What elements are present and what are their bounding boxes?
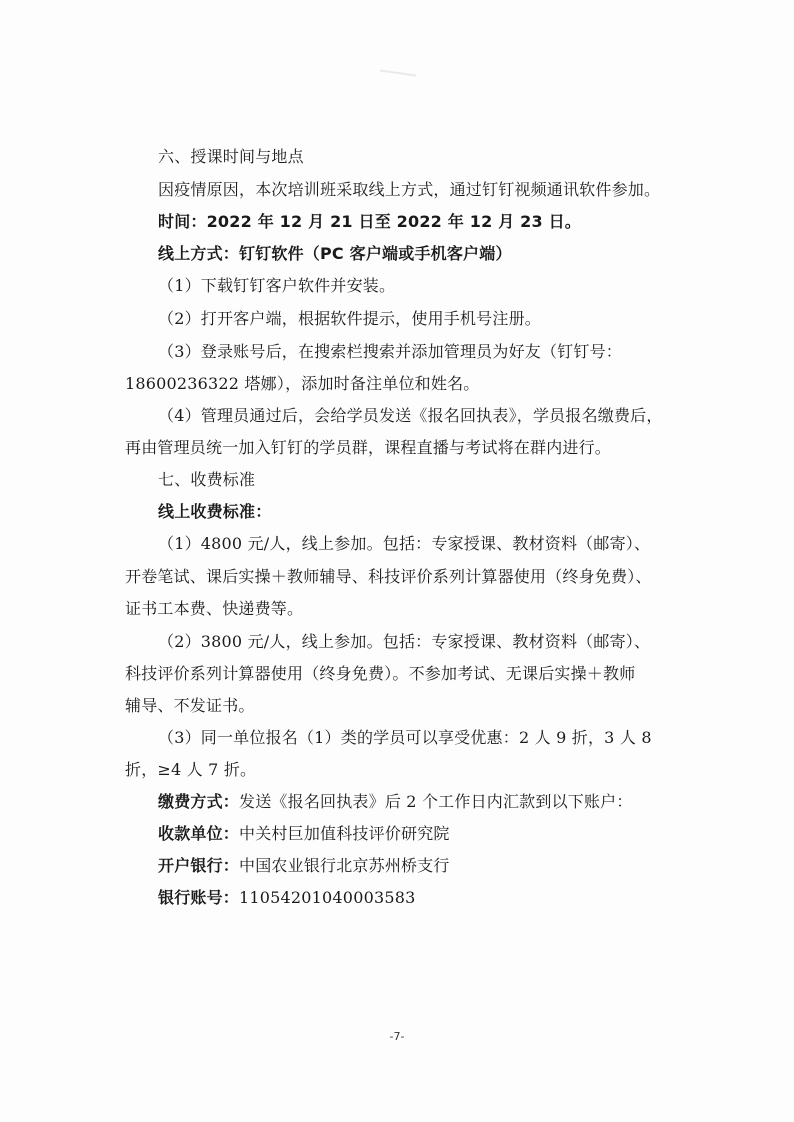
payment-method-line (158, 792, 738, 812)
step-4-line-2: 再由管理员统一加入钉钉的学员群，课程直播与考试将在群内进行。 (125, 438, 612, 457)
fee-2-line-1: （2）3800 元/人，线上参加。包括：专家授课、教材资料（邮寄）、 (158, 632, 651, 651)
fee-1-line-3: 证书工本费、快递费等。 (125, 599, 304, 618)
section-6-intro: 因疫情原因，本次培训班采取线上方式，通过钉钉视频通讯软件参加。 (158, 180, 661, 199)
fee-1-line-2: 开卷笔试、课后实操＋教师辅导、科技评价系列计算器使用（终身免费）、 (125, 567, 652, 586)
payee-line (158, 824, 738, 844)
bank-label: 开户银行： (158, 856, 240, 875)
section-6-heading: 六、授课时间与地点 (158, 147, 304, 166)
account-line (158, 888, 738, 908)
fee-2-line-2: 科技评价系列计算器使用（终身免费）。不参加考试、无课后实操＋教师 (125, 664, 636, 683)
step-3-line-1: （3）登录账号后，在搜索栏搜索并添加管理员为好友（钉钉号： (158, 342, 622, 361)
account-value: 11054201040003583 (239, 888, 416, 907)
page-number: -7- (389, 1030, 405, 1043)
online-method-line: 线上方式：钉钉软件（PC 客户端或手机客户端） (158, 244, 512, 263)
time-line: 时间：2022 年 12 月 21 日至 2022 年 12 月 23 日。 (158, 212, 581, 231)
section-7-heading: 七、收费标准 (158, 470, 256, 489)
account-label: 银行账号： (158, 888, 240, 907)
step-1: （1）下载钉钉客户软件并安装。 (158, 276, 396, 295)
bank-line (158, 856, 738, 876)
payment-method-value: 发送《报名回执表》后 2 个工作日内汇款到以下账户： (239, 792, 633, 811)
bank-value: 中国农业银行北京苏州桥支行 (239, 856, 450, 875)
step-4-line-1: （4）管理员通过后，会给学员发送《报名回执表》，学员报名缴费后， (158, 406, 663, 425)
payment-method-label: 缴费方式： (158, 792, 240, 811)
section-7-subheading: 线上收费标准： (158, 502, 272, 521)
fee-2-line-3: 辅导、不发证书。 (125, 696, 255, 715)
payee-value: 中关村巨加值科技评价研究院 (239, 824, 450, 843)
scan-artifact (380, 70, 416, 77)
fee-3-line-1: （3）同一单位报名（1）类的学员可以享受优惠：2 人 9 折，3 人 8 (158, 728, 652, 747)
fee-3-line-2: 折，≥4 人 7 折。 (125, 760, 257, 779)
step-3-line-2: 18600236322 塔娜），添加时备注单位和姓名。 (125, 374, 480, 393)
fee-1-line-1: （1）4800 元/人，线上参加。包括：专家授课、教材资料（邮寄）、 (158, 534, 651, 553)
step-2: （2）打开客户端，根据软件提示，使用手机号注册。 (158, 309, 541, 328)
payee-label: 收款单位： (158, 824, 240, 843)
